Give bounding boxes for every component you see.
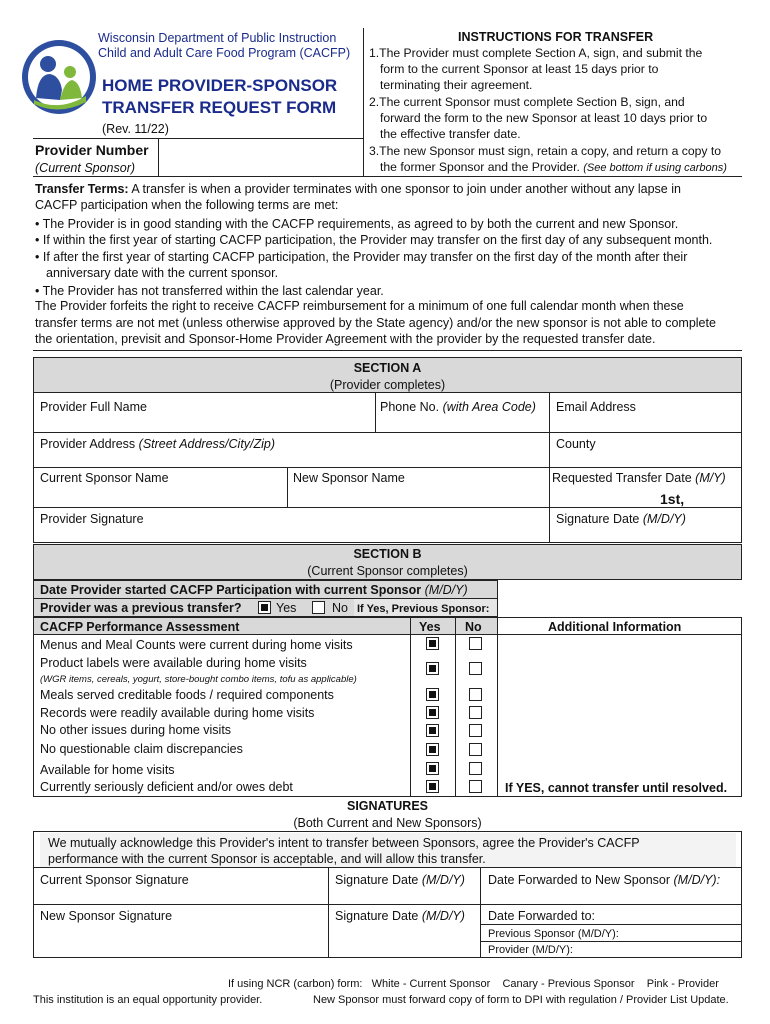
provider-full-name-label: Provider Full Name [40,400,147,414]
previous-transfer-yes-label: Yes [276,601,297,615]
assessment-no-header: No [465,620,482,634]
assessment-no-checkbox[interactable] [469,762,482,775]
transfer-date-hint: (M/Y) [695,471,726,485]
assessment-item: Records were readily available during home visits [40,706,315,720]
equal-opportunity-statement: This institution is an equal opportunity provider. [33,994,263,1006]
instruction-line: forward the form to the new Sponsor at least 10 days prior to [380,111,708,125]
assessment-item: Currently seriously deficient and/or owes debt [40,780,293,794]
instruction-line: the effective transfer date. [380,127,521,141]
previous-transfer-yes-checkbox[interactable] [258,601,271,614]
term-bullet: • The Provider is in good standing with the CACFP requirements, as agreed to by both the current and new Sponsor. [35,217,679,231]
sig-date-hint: (M/D/Y) [421,909,465,923]
term-bullet-text: If within the first year of starting CACFP participation, the Provider may transfer on the first day of any subsequent month. [42,233,713,247]
term-bullet-text: The Provider has not transferred within the last calendar year. [42,284,384,298]
provider-signature-label: Provider Signature [40,512,144,526]
signatures-subtitle: (Both Current and New Sponsors) [293,816,482,830]
provider-number-field[interactable] [160,140,362,175]
acknowledgement-line-1: We mutually acknowledge this Provider's intent to transfer between Sponsors, agree the Provider's CACFP [48,836,640,850]
assessment-yes-header: Yes [419,620,441,634]
terms-intro-2: CACFP participation when the following terms are met: [35,198,339,212]
current-sponsor-name-label: Current Sponsor Name [40,471,169,485]
forfeit-line: The Provider forfeits the right to receive CACFP reimbursement for a minimum of one full calendar month when these [35,299,684,313]
address-label-text: Provider Address [40,437,136,451]
section-b-title: SECTION B [353,547,422,561]
assessment-yes-checkbox[interactable] [426,662,439,675]
phone-hint: (with Area Code) [442,400,536,414]
signature-date-label [556,511,686,527]
first-of-month: 1st, [660,491,685,507]
forfeit-line: the orientation, previsit and Sponsor-Home Provider Agreement with the provider by the requested transfer date. [35,332,656,346]
instruction-line: terminating their agreement. [380,78,533,92]
current-sponsor-signature-label: Current Sponsor Signature [40,873,189,887]
acknowledgement-line-2: performance with the current Sponsor is acceptable, and will allow this transfer. [48,852,486,866]
assessment-no-checkbox[interactable] [469,662,482,675]
transfer-date-label [552,470,726,486]
instruction-line: 1.The Provider must complete Section A, sign, and submit the [369,46,703,60]
assessment-yes-checkbox[interactable] [426,743,439,756]
county-label: County [556,437,596,451]
assessment-no-checkbox[interactable] [469,706,482,719]
email-label: Email Address [556,400,636,414]
date-forwarded-to-label: Date Forwarded to: [488,909,595,923]
assessment-item: Meals served creditable foods / required components [40,688,334,702]
instruction-line: 2.The current Sponsor must complete Section B, sign, and [369,95,685,109]
phone-label [380,399,536,415]
term-bullet-text: If after the first year of starting CACFP participation, the Provider may transfer on the first day of the month after their [42,250,688,264]
assessment-header: CACFP Performance Assessment [40,620,240,634]
instruction-line: 3.The new Sponsor must sign, retain a copy, and return a copy to [369,144,722,158]
if-yes-previous-sponsor: If Yes, Previous Sponsor: [357,603,490,615]
section-a-subtitle: (Provider completes) [329,378,446,392]
instruction-line: form to the current Sponsor at least 15 days prior to [380,62,659,76]
assessment-item: Product labels were available during home visits [40,656,307,670]
transfer-date-text: Requested Transfer Date [552,471,692,485]
term-bullet: • If after the first year of starting CACFP participation, the Provider may transfer on the first day of the month after their [35,250,688,264]
sig-date-text: Signature Date [335,909,419,923]
previous-transfer-label: Provider was a previous transfer? [40,601,242,615]
assessment-item: No other issues during home visits [40,723,232,737]
form-title-line-1: HOME PROVIDER-SPONSOR [102,76,338,95]
provider-address-label [40,436,275,452]
terms-label: Transfer Terms: [35,182,129,196]
date-forwarded-new-sponsor-label [488,872,720,888]
ncr-copy-distribution: If using NCR (carbon) form: White - Current Sponsor Canary - Previous Sponsor Pink - Provider [228,978,719,990]
form-title-line-2: TRANSFER REQUEST FORM [102,98,337,117]
signature-date-hint: (M/D/Y) [642,512,686,526]
terms-intro-text: A transfer is when a provider terminates with one sponsor to join under another without any lapse in [128,182,681,196]
assessment-yes-checkbox[interactable] [426,780,439,793]
phone-label-text: Phone No. [380,400,440,414]
revision-label: (Rev. 11/22) [102,122,169,136]
assessment-yes-checkbox[interactable] [426,706,439,719]
assessment-item: No questionable claim discrepancies [40,742,243,756]
agency-line-2: Child and Adult Care Food Program (CACFP) [98,46,351,60]
signatures-title: SIGNATURES [346,799,429,813]
provider-number-sub: (Current Sponsor) [35,161,136,175]
term-bullet: • If within the first year of starting CACFP participation, the Provider may transfer on the first day of any subsequent month. [35,233,713,247]
previous-transfer-no-checkbox[interactable] [312,601,325,614]
additional-info-header: Additional Information [548,620,682,634]
section-b-subtitle: (Current Sponsor completes) [307,564,468,578]
carbon-note: (See bottom if using carbons) [583,162,727,174]
agency-line-1: Wisconsin Department of Public Instruction [98,31,337,45]
product-label-note: (WGR items, cereals, yogurt, store-bought combo items, tofu as applicable) [40,674,357,685]
sig-date-hint: (M/D/Y) [421,873,465,887]
assessment-no-checkbox[interactable] [469,688,482,701]
previous-sponsor-date-label: Previous Sponsor (M/D/Y): [488,928,619,940]
current-sponsor-signature-date-label [335,872,465,888]
provider-number-label: Provider Number [35,142,149,158]
section-a-title: SECTION A [353,361,422,375]
assessment-no-checkbox[interactable] [469,724,482,737]
previous-transfer-no-label: No [332,601,348,615]
header-divider [363,28,364,176]
terms-intro [35,181,681,197]
assessment-yes-checkbox[interactable] [426,637,439,650]
cacfp-logo [20,38,98,116]
new-sponsor-signature-date-label [335,908,465,924]
assessment-yes-checkbox[interactable] [426,724,439,737]
assessment-no-checkbox[interactable] [469,780,482,793]
new-sponsor-name-label: New Sponsor Name [293,471,405,485]
start-date-label [40,582,468,598]
assessment-yes-checkbox[interactable] [426,688,439,701]
signature-date-text: Signature Date [556,512,640,526]
forfeit-line: transfer terms are not met (unless otherwise approved by the State agency) and/or the new sponsor is not able to complete [35,316,716,330]
instruction-line-text: the former Sponsor and the Provider. [380,160,580,174]
assessment-no-checkbox[interactable] [469,743,482,756]
instruction-line [380,159,727,176]
provider-date-label: Provider (M/D/Y): [488,944,573,956]
start-date-hint: (M/D/Y) [424,583,468,597]
dpi-forward-note: New Sponsor must forward copy of form to DPI with regulation / Provider List Update. [313,994,729,1006]
term-bullet: • The Provider has not transferred within the last calendar year. [35,284,384,298]
forwarded-new-text: Date Forwarded to New Sponsor [488,873,671,887]
assessment-no-checkbox[interactable] [469,637,482,650]
term-bullet-text: The Provider is in good standing with the CACFP requirements, as agreed to by both the current and new Sponsor. [42,217,679,231]
forwarded-new-hint: (M/D/Y): [673,873,721,887]
instructions-heading: INSTRUCTIONS FOR TRANSFER [458,30,654,44]
new-sponsor-signature-label: New Sponsor Signature [40,909,173,923]
sig-date-text: Signature Date [335,873,419,887]
address-hint: (Street Address/City/Zip) [138,437,276,451]
start-date-text: Date Provider started CACFP Participation with current Sponsor [40,583,422,597]
assessment-item: Available for home visits [40,763,175,777]
assessment-item: Menus and Meal Counts were current during home visits [40,638,353,652]
assessment-yes-checkbox[interactable] [426,762,439,775]
term-bullet-cont: anniversary date with the current sponsor. [46,266,279,280]
cannot-transfer-note: If YES, cannot transfer until resolved. [505,781,728,795]
